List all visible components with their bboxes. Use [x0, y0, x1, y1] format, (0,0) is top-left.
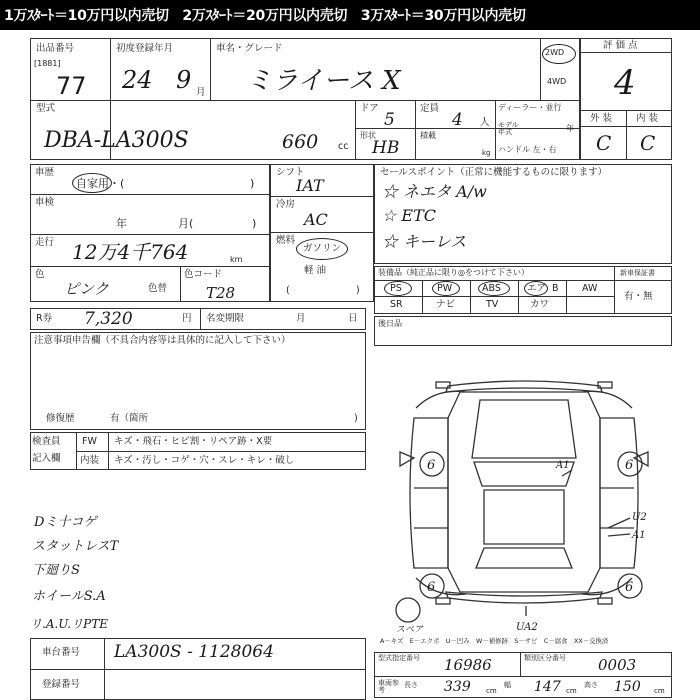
shift-value: IAT	[296, 176, 324, 195]
tire-mark-fr: 6	[625, 458, 634, 473]
shape-value: HB	[372, 138, 400, 158]
chassis-value: LA300S - 1128064	[114, 642, 274, 662]
mileage-label: 走行	[35, 237, 55, 248]
shape-label: 形状	[360, 131, 376, 140]
modelyear-unit: 年	[566, 124, 574, 133]
inspector-label1: 検査員	[32, 436, 61, 447]
inspector-fw-items: キズ・飛石・ヒビ割・リペア跡・X要	[114, 436, 273, 447]
tire-mark-fl: 6	[427, 458, 436, 473]
name-label: 車名・グレード	[216, 43, 283, 54]
color-value: ピンク	[64, 280, 109, 298]
fuel-label: 燃料	[276, 235, 296, 246]
score-label: 評 価 点	[603, 40, 638, 51]
repair-label: 修復歴	[46, 413, 75, 424]
recycle-label: R券	[36, 313, 53, 324]
reg-label: 初度登録年月	[116, 43, 174, 54]
class-no-value: 0003	[598, 656, 637, 674]
ext-value: C	[596, 131, 612, 155]
rear-label: 後日品	[378, 319, 402, 328]
color-code-value: T28	[206, 284, 236, 302]
capacity-value: 4	[452, 110, 463, 130]
history-value: 自家用・(	[76, 177, 125, 190]
capacity-unit: 人	[480, 117, 490, 128]
equip-b: B	[552, 283, 559, 294]
equip-pw: PW	[437, 283, 453, 294]
equip-aircon: エア	[527, 283, 547, 294]
equip-sr: SR	[390, 299, 403, 310]
inspector-note-4: ホイールS.A	[32, 589, 106, 604]
name-change-month: 月	[296, 313, 306, 324]
color-code-label: 色コード	[184, 269, 223, 280]
color-label: 色	[35, 269, 45, 280]
reg-year: 24	[122, 66, 153, 94]
load-unit: kg	[482, 149, 491, 157]
mileage-unit: km	[230, 255, 243, 264]
load-label: 積載	[420, 131, 436, 140]
drive-4wd: 4WD	[547, 77, 567, 86]
equip-aw: AW	[582, 283, 598, 294]
equip-leather: カワ	[530, 299, 550, 310]
inspector-int-items: キズ・汚し・コゲ・穴・スレ・キレ・破し	[114, 455, 295, 466]
ac-value: AC	[304, 210, 328, 229]
type-no-label: 型式指定番号	[378, 654, 420, 662]
repair-close: )	[354, 413, 358, 424]
capacity-label: 定員	[420, 103, 440, 114]
car-diagram	[376, 348, 672, 634]
lot-label: 出品番号	[36, 43, 75, 54]
door-value: 5	[384, 110, 395, 130]
warranty-label: 新車保証書	[620, 269, 655, 277]
inspector-fw: FW	[82, 436, 97, 447]
notes-block	[30, 332, 366, 430]
drive-2wd: 2WD	[545, 48, 565, 57]
inspector-note-3: 下廻りS	[32, 563, 80, 578]
width-label: 幅	[504, 681, 511, 689]
auction-banner: 1万ｽﾀｰﾄ＝10万円以内売切 2万ｽﾀｰﾄ＝20万円以内売切 3万ｽﾀｰﾄ＝30万円以内売切	[0, 0, 700, 30]
fuel-paren-l: (	[286, 285, 290, 296]
shift-label: シフト	[276, 167, 305, 178]
notes-label: 注意事項申告欄（不具合内容等は具体的に記入して下さい）	[34, 335, 291, 346]
inspector-note-1: Dミ十コゲ	[34, 515, 97, 530]
repair-value: 有（箇所	[110, 413, 149, 424]
name-change-day: 日	[348, 313, 358, 324]
color-change-label: 色替	[148, 283, 168, 294]
model-value: DBA-LA300S	[44, 128, 189, 153]
modelyear-label: モデル年式	[498, 121, 519, 136]
equipment-label: 装備品（純正品に限り◎をつけて下さい）	[378, 268, 529, 277]
inspector-label2: 記入欄	[32, 453, 61, 464]
inspection-label: 車検	[35, 197, 55, 208]
reg-month: 9	[176, 66, 192, 94]
fuel-gas: ガソリン	[303, 243, 342, 254]
cc-unit: cc	[338, 141, 349, 152]
dealer-label: ディーラー・並行	[498, 103, 562, 112]
history-close: )	[250, 177, 255, 190]
lot-code: [1881]	[34, 59, 61, 68]
type-no-value: 16986	[444, 656, 492, 674]
equip-tv: TV	[486, 299, 499, 310]
damage-mark-a1-side: A1	[632, 530, 646, 541]
mileage-value: 12万4千764	[72, 240, 189, 264]
height-value: 150	[614, 679, 641, 695]
warranty-value: 有・無	[624, 291, 653, 302]
tire-mark-rr: 6	[625, 580, 634, 595]
cc-value: 660	[282, 131, 319, 153]
auction-sheet	[0, 30, 700, 700]
rear-block	[374, 316, 672, 346]
reg-month-suffix: 月	[196, 87, 206, 98]
width-value: 147	[534, 679, 561, 695]
height-unit: cm	[654, 687, 665, 695]
score-value: 4	[614, 63, 636, 103]
equip-ps: PS	[390, 283, 402, 294]
model-label: 型式	[36, 103, 56, 114]
tire-mark-rl: 6	[427, 580, 436, 595]
class-no-label: 類別区分番号	[524, 654, 566, 662]
sale-point-1: ☆ ネエタ A/w	[382, 182, 487, 201]
equip-abs: ABS	[482, 283, 501, 294]
history-label: 車歴	[35, 167, 55, 178]
recycle-row	[30, 308, 366, 330]
name-change-label: 名変期限	[206, 313, 245, 324]
ext-label: 外 装	[590, 113, 613, 124]
len-value: 339	[444, 679, 471, 695]
handle-label: ハンドル 左・右	[498, 145, 557, 154]
len-label: 長さ	[404, 681, 418, 689]
fuel-diesel: 軽 油	[304, 265, 327, 276]
damage-mark-a1-hood: A1	[556, 460, 570, 471]
inspector-int: 内装	[80, 455, 100, 466]
spare-label: スペア	[396, 625, 424, 634]
recycle-value: 7,320	[84, 309, 133, 329]
len-unit: cm	[486, 687, 497, 695]
name-value: ミライース X	[246, 66, 401, 96]
width-unit: cm	[566, 687, 577, 695]
sale-points-label: セールスポイント（正常に機能するものに限ります）	[380, 167, 608, 178]
inspector-note-2: スタットレスT	[32, 539, 119, 554]
ac-label: 冷房	[276, 199, 296, 210]
height-label: 高さ	[584, 681, 598, 689]
inspector-note-5: リ.A.U.リPTE	[30, 617, 108, 631]
dim-label: 車両参考	[378, 679, 399, 694]
reg-number-label: 登録番号	[42, 679, 81, 690]
int-value: C	[640, 131, 656, 155]
damage-mark-ua2: UA2	[516, 622, 538, 633]
door-label: ドア	[360, 103, 379, 114]
equip-navi: ナビ	[436, 299, 456, 310]
inspection-month: 月(	[178, 217, 194, 230]
sale-point-2: ☆ ETC	[382, 206, 437, 225]
int-label: 内 装	[636, 113, 659, 124]
recycle-unit: 円	[182, 313, 192, 324]
inspection-close: )	[252, 217, 257, 230]
sale-point-3: ☆ キーレス	[382, 232, 467, 251]
damage-legend: A－キズ E－エクボ U－凹み W－補修跡 S－サビ C－腐食 XX－交換済	[380, 637, 609, 645]
fuel-paren-r: )	[356, 285, 360, 296]
damage-mark-u2: U2	[632, 512, 647, 523]
lot-number: 77	[56, 72, 87, 100]
inspection-year: 年	[116, 217, 127, 230]
chassis-label: 車台番号	[42, 647, 81, 658]
